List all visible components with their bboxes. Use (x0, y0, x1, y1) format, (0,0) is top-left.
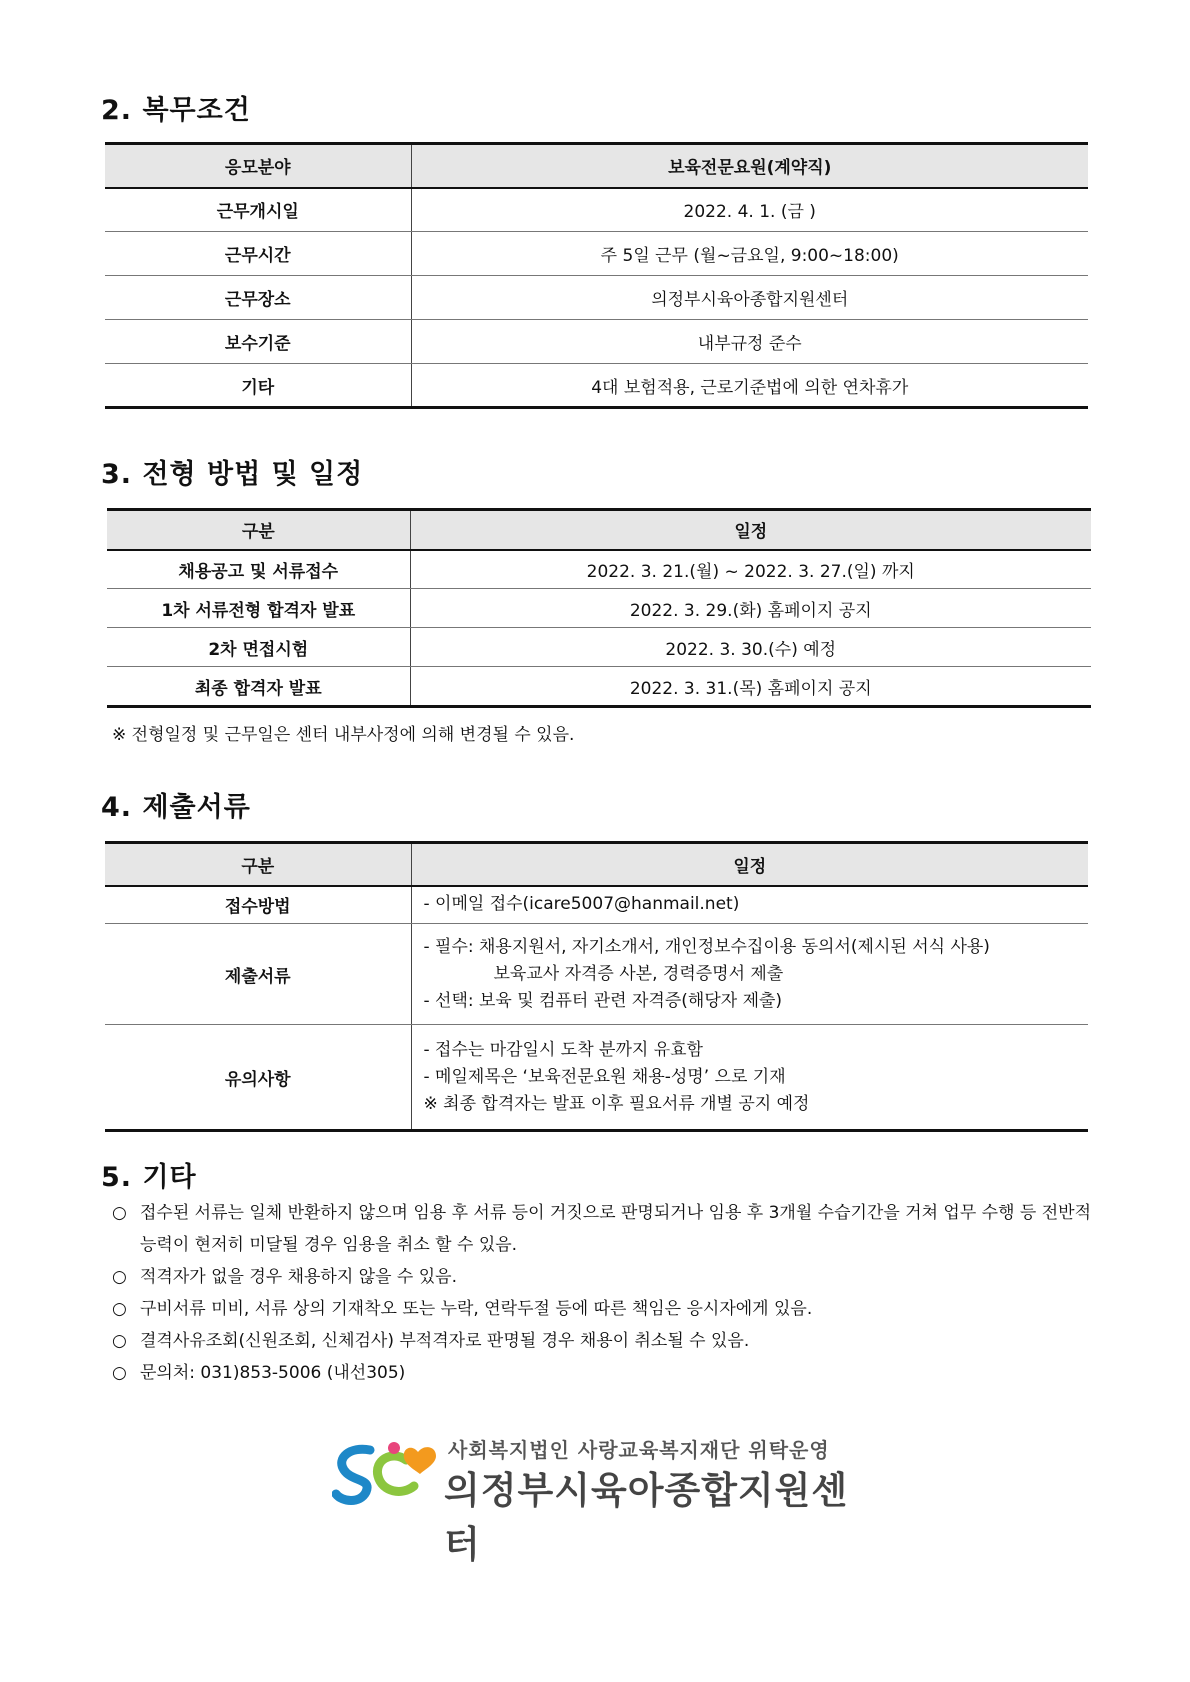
row-value: 내부규정 준수 (411, 320, 1088, 364)
notice-line: - 메일제목은 ‘보육전문요원 채용-성명’ 으로 기재 (423, 1066, 786, 1087)
row-value (411, 924, 1088, 1025)
row-label: 보수기준 (105, 320, 411, 364)
list-item-text: 결격사유조회(신원조회, 신체검사) 부적격자로 판명될 경우 채용이 취소될 수 있음. (140, 1331, 750, 1351)
list-item (112, 1197, 1092, 1261)
table-header-row (105, 144, 1088, 188)
table-header-cell: 일정 (411, 843, 1088, 886)
row-label: 2차 면접시험 (107, 628, 410, 667)
table-header-cell: 일정 (410, 510, 1091, 550)
table-header-cell: 구분 (105, 843, 411, 886)
method-line: - 이메일 접수(icare5007@hanmail.net) (423, 894, 740, 915)
required-docs-line: - 필수: 채용지원서, 자기소개서, 개인정보수집이용 동의서(제시된 서식 사용) (423, 936, 990, 957)
table-row (107, 589, 1091, 628)
list-item (112, 1357, 1092, 1389)
logo-pink-dot (388, 1442, 400, 1454)
row-label: 최종 합격자 발표 (107, 667, 410, 707)
row-value (411, 886, 1088, 924)
row-label: 근무시간 (105, 232, 411, 276)
row-value: 4대 보험적용, 근로기준법에 의한 연차휴가 (411, 364, 1088, 408)
table-row (105, 364, 1088, 408)
table-row (105, 188, 1088, 232)
list-item-text: 접수된 서류는 일체 반환하지 않으며 임용 후 서류 등이 거짓으로 판명되거나 임용 후 3개월 수습기간을 거쳐 업무 수행 등 전반적 능력이 현저히 미달될 경우 임용을 취소 할 수 있음. (140, 1203, 1092, 1255)
list-item-text: 구비서류 미비, 서류 상의 기재착오 또는 누락, 연락두절 등에 따른 책임은 응시자에게 있음. (140, 1299, 813, 1319)
row-value: 2022. 3. 21.(월) ~ 2022. 3. 27.(일) 까지 (410, 550, 1091, 589)
table-header-row (105, 843, 1088, 886)
section-4-title: 4. 제출서류 (101, 792, 251, 823)
bullet-circle-icon: ○ (112, 1203, 127, 1223)
notice-line: - 접수는 마감일시 도착 분까지 유효함 (423, 1039, 703, 1060)
list-item (112, 1293, 1092, 1325)
table-header-cell: 보육전문요원(계약직) (411, 144, 1088, 188)
schedule-note: ※ 전형일정 및 근무일은 센터 내부사정에 의해 변경될 수 있음. (112, 725, 575, 745)
bullet-circle-icon: ○ (112, 1267, 127, 1287)
logo-orange-heart (404, 1447, 436, 1474)
etc-list (112, 1197, 1092, 1389)
table-header-cell: 응모분야 (105, 144, 411, 188)
table-row (105, 232, 1088, 276)
optional-docs-line: - 선택: 보육 및 컴퓨터 관련 자격증(해당자 제출) (423, 990, 783, 1011)
row-value: 2022. 4. 1. (금 ) (411, 188, 1088, 232)
notice-line: ※ 최종 합격자는 발표 이후 필요서류 개별 공지 예정 (423, 1093, 810, 1114)
row-value: 2022. 3. 31.(목) 홈페이지 공지 (410, 667, 1091, 707)
row-label: 기타 (105, 364, 411, 408)
table-row (105, 1025, 1088, 1131)
table-header-row (107, 510, 1091, 550)
row-label: 유의사항 (105, 1025, 411, 1131)
operator-organization: 사회복지법인 사랑교육복지재단 위탁운영 (448, 1438, 830, 1462)
bullet-circle-icon: ○ (112, 1299, 127, 1319)
submission-documents-table (105, 841, 1088, 1132)
center-name: 의정부시육아종합지원센터 (444, 1469, 849, 1566)
row-value: 의정부시육아종합지원센터 (411, 276, 1088, 320)
row-label: 채용공고 및 서류접수 (107, 550, 410, 589)
row-value: 2022. 3. 30.(수) 예정 (410, 628, 1091, 667)
footer-logo-block (332, 1434, 872, 1566)
service-conditions-table (105, 142, 1088, 409)
row-value: 주 5일 근무 (월~금요일, 9:00~18:00) (411, 232, 1088, 276)
section-5-title: 5. 기타 (101, 1162, 197, 1193)
bullet-circle-icon: ○ (112, 1363, 127, 1383)
required-docs-line-cont: 보육교사 자격증 사본, 경력증명서 제출 (493, 963, 784, 984)
table-row (105, 276, 1088, 320)
table-row (105, 320, 1088, 364)
section-2-title: 2. 복무조건 (101, 95, 251, 126)
row-label: 근무개시일 (105, 188, 411, 232)
row-value: 2022. 3. 29.(화) 홈페이지 공지 (410, 589, 1091, 628)
list-item-text: 문의처: 031)853-5006 (내선305) (140, 1363, 406, 1383)
row-label: 근무장소 (105, 276, 411, 320)
table-row (105, 924, 1088, 1025)
row-label: 제출서류 (105, 924, 411, 1025)
section-3-title: 3. 전형 방법 및 일정 (101, 459, 364, 490)
table-row (105, 886, 1088, 924)
row-label: 접수방법 (105, 886, 411, 924)
bullet-circle-icon: ○ (112, 1331, 127, 1351)
table-row (107, 667, 1091, 707)
list-item (112, 1261, 1092, 1293)
row-label: 1차 서류전형 합격자 발표 (107, 589, 410, 628)
list-item-text: 적격자가 없을 경우 채용하지 않을 수 있음. (140, 1267, 458, 1287)
logo-blue-swoosh (336, 1449, 370, 1500)
selection-schedule-table (107, 508, 1091, 708)
table-row (107, 628, 1091, 667)
list-item (112, 1325, 1092, 1357)
row-value (411, 1025, 1088, 1131)
table-header-cell: 구분 (107, 510, 410, 550)
table-row (107, 550, 1091, 589)
center-logo-icon (332, 1438, 444, 1508)
